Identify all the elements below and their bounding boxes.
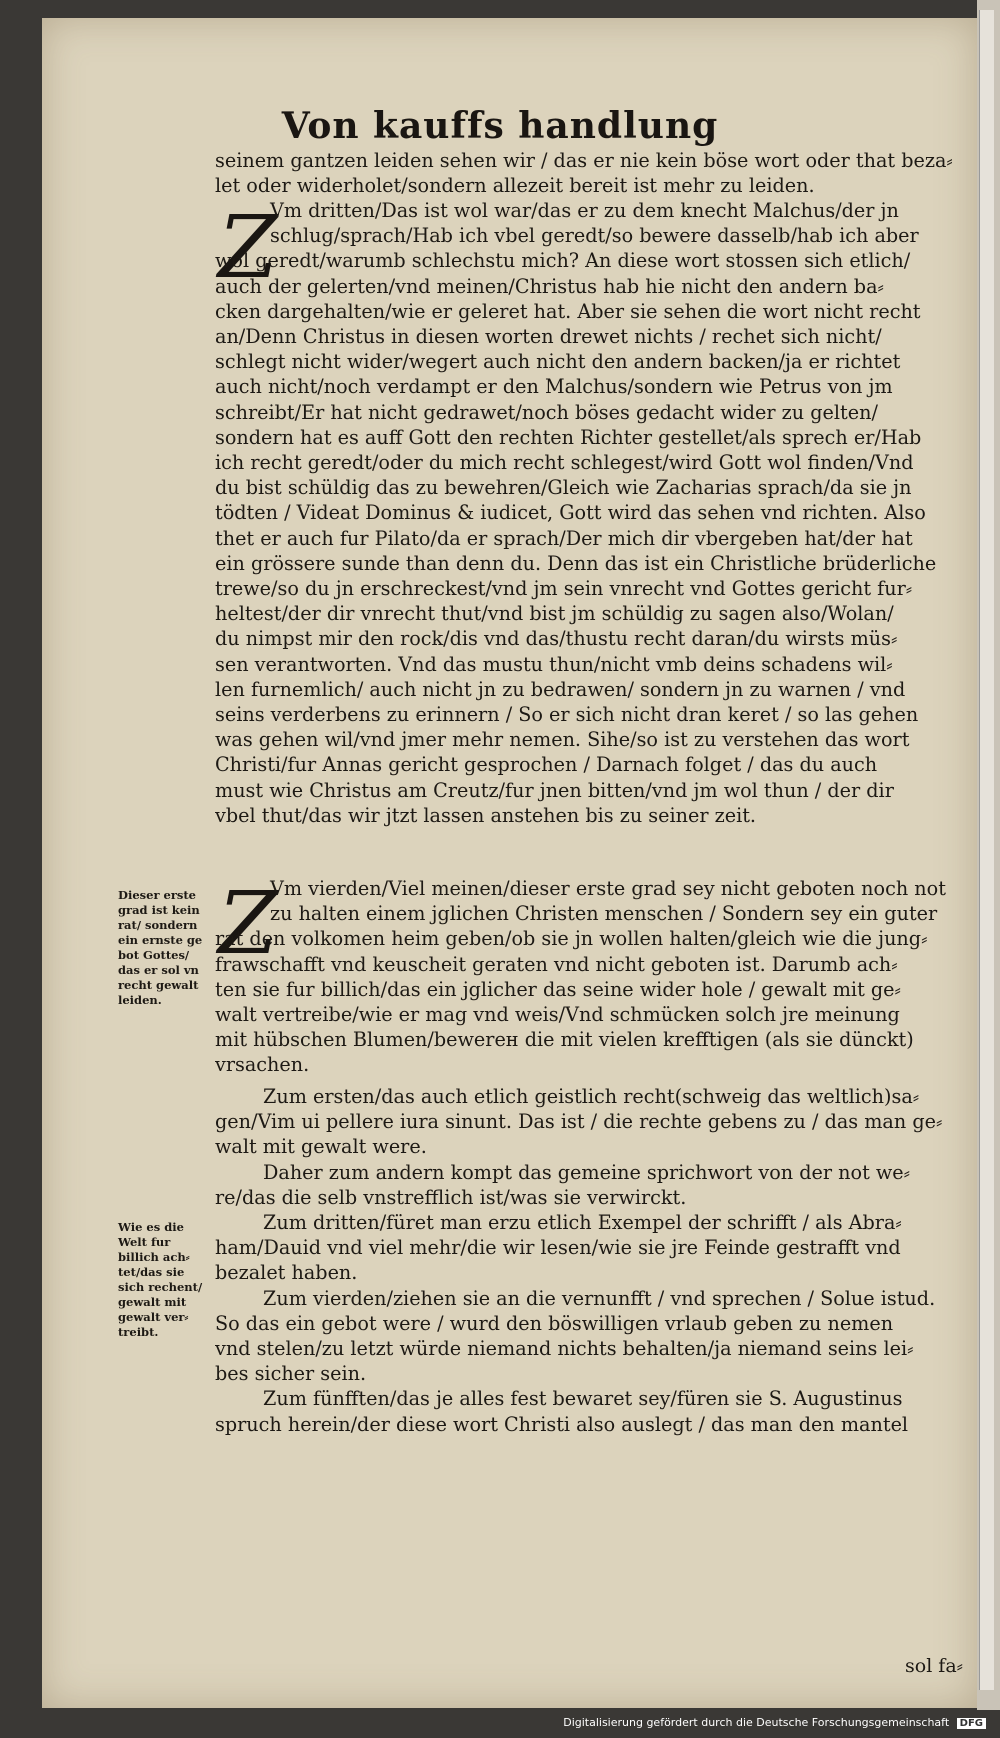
text-line: Zum dritten/füret man erzu etlich Exempel der schrifft / als Abra⸗	[263, 1211, 902, 1235]
text-line: Christi/fur Annas gericht gesprochen / Darnach folget / das du auch	[215, 753, 878, 777]
dfg-logo: DFG	[957, 1718, 986, 1729]
text-line: must wie Christus am Creutz/fur jnen bitten/vnd jm wol thun / der dir	[215, 778, 894, 802]
text-line: bes sicher sein.	[215, 1362, 367, 1386]
text-line: du bist schüldig das zu bewehren/Gleich wie Zacharias sprach/da sie jn	[215, 476, 912, 500]
text-line: auch der gelerten/vnd meinen/Christus hab hie nicht den andern ba⸗	[215, 274, 884, 298]
text-line: auch nicht/noch verdampt er den Malchus/sondern wie Petrus von jm	[215, 375, 893, 399]
text-line: billich ach⸗	[118, 1250, 190, 1264]
text-line: Zum ersten/das auch etlich geistlich recht(schweig das weltlich)sa⸗	[263, 1085, 920, 1108]
text-line: heltest/der dir vnrecht thut/vnd bist jm schüldig zu sagen also/Wolan/	[215, 602, 894, 626]
reasons-list	[215, 1084, 975, 1437]
catchword: sol fa⸗	[905, 1655, 963, 1677]
text-line: cken dargehalten/wie er geleret hat. Aber sie sehen die wort nicht recht	[215, 299, 921, 323]
margin-note-1	[118, 888, 218, 1008]
text-line: ein grössere sunde than denn du. Denn das ist ein Christliche brüderliche	[215, 551, 937, 575]
margin-note-2	[118, 1220, 218, 1340]
text-line: len furnemlich/ auch nicht jn zu bedrawen/ sondern jn zu warnen / vnd	[215, 677, 906, 701]
scan-edge	[977, 0, 1000, 1710]
text-line: wol geredt/warumb schlechstu mich? An diese wort stossen sich etlich/	[215, 249, 911, 273]
text-line: gewalt ver⸗	[118, 1310, 189, 1324]
text-line: seins verderbens zu erinnern / So er sich nicht dran keret / so las gehen	[215, 703, 919, 727]
text-line: schlegt nicht wider/wegert auch nicht den andern backen/ja er richtet	[215, 350, 901, 374]
text-line: tödten / Videat Dominus & iudicet, Gott wird das sehen vnd richten. Also	[215, 501, 926, 525]
text-line: ten sie fur billich/das ein jglicher das seine wider hole / gewalt mit ge⸗	[215, 977, 901, 1001]
text-line: ham/Dauid vnd viel mehr/die wir lesen/wie sie jre Feinde gestrafft vnd	[215, 1236, 901, 1260]
text-line: Zum vierden/ziehen sie an die vernunfft / vnd sprechen / Solue istud.	[263, 1286, 936, 1310]
text-line: Vm dritten/Das ist wol war/das er zu dem knecht Malchus/der jn	[270, 199, 899, 222]
text-line: rat/ sondern	[118, 918, 198, 932]
text-line: trewe/so du jn erschreckest/vnd jm sein vnrecht vnd Gottes gericht fur⸗	[215, 577, 913, 601]
text-line: schreibt/Er hat nicht gedrawet/noch böses gedacht wider zu gelten/	[215, 400, 878, 424]
section4-paragraph	[215, 876, 975, 1078]
page-heading: Von kauffs handlung	[281, 105, 719, 147]
text-line: walt vertreibe/wie er mag vnd weis/Vnd schmücken solch jre meinung	[215, 1003, 900, 1027]
digitization-footer	[563, 1716, 986, 1729]
text-line: tet/das sie	[118, 1265, 185, 1279]
text-line: schlug/sprach/Hab ich vbel geredt/so bewere dasselb/hab ich aber	[270, 224, 919, 248]
text-line: was gehen wil/vnd jmer mehr nemen. Sihe/so ist zu verstehen das wort	[215, 728, 910, 752]
text-line: treibt.	[118, 1325, 159, 1339]
text-line: spruch herein/der diese wort Christi also auslegt / das man den mantel	[215, 1412, 909, 1436]
text-line: frawschafft vnd keuscheit geraten vnd nicht geboten ist. Darumb ach⸗	[215, 952, 898, 976]
text-line: bot Gottes/	[118, 948, 190, 962]
text-line: re/das die selb vnstrefflich ist/was sie verwirckt.	[215, 1185, 687, 1209]
text-line: seinem gantzen leiden sehen wir / das er nie kein böse wort oder that beza⸗	[215, 149, 953, 172]
text-line: Daher zum andern kompt das gemeine sprichwort von der not we⸗	[263, 1160, 911, 1184]
text-line: zu halten einem jglichen Christen menschen / Sondern sey ein guter	[270, 902, 938, 926]
text-line: ein ernste ge	[118, 933, 203, 947]
footer-text: Digitalisierung gefördert durch die Deutsche Forschungsgemeinschaft	[563, 1716, 950, 1729]
text-line: leiden.	[118, 993, 162, 1007]
text-line: du nimpst mir den rock/dis vnd das/thustu recht daran/du wirsts müs⸗	[215, 627, 898, 651]
text-line: Zum fünfften/das je alles fest bewaret sey/füren sie S. Augustinus	[263, 1387, 903, 1411]
text-line: sen verantworten. Vnd das mustu thun/nicht vmb deins schadens wil⸗	[215, 652, 893, 676]
text-line: rat den volkomen heim geben/ob sie jn wollen halten/gleich wie die jung⸗	[215, 927, 928, 951]
opening-paragraph	[215, 148, 975, 198]
text-line: mit hübschen Blumen/bewerен die mit vielen krefftigen (als sie dünckt)	[215, 1028, 914, 1052]
text-line: So das ein gebot were / wurd den böswilligen vrlaub geben zu nemen	[215, 1311, 894, 1335]
text-line: vbel thut/das wir jtzt lassen anstehen bis zu seiner zeit.	[215, 803, 757, 827]
text-line: das er sol vn	[118, 963, 199, 977]
text-line: grad ist kein	[118, 903, 200, 917]
dropcap-section4: Z	[218, 874, 278, 974]
text-line: bezalet haben.	[215, 1261, 358, 1285]
text-line: sondern hat es auff Gott den rechten Richter gestellet/als sprech er/Hab	[215, 425, 922, 449]
section3-paragraph	[215, 198, 975, 828]
text-line: walt mit gewalt were.	[215, 1135, 427, 1159]
text-line: Welt fur	[118, 1235, 171, 1249]
text-line: let oder widerholet/sondern allezeit bereit ist mehr zu leiden.	[215, 174, 815, 198]
text-line: Dieser erste	[118, 888, 196, 902]
text-line: gen/Vim ui pellere iura sinunt. Das ist / die rechte gebens zu / das man ge⸗	[215, 1110, 943, 1134]
text-line: ich recht geredt/oder du mich recht schlegest/wird Gott wol finden/Vnd	[215, 451, 914, 475]
text-line: gewalt mit	[118, 1295, 187, 1309]
text-line: Vm vierden/Viel meinen/dieser erste grad sey nicht geboten noch not	[270, 877, 946, 900]
text-line: vnd stelen/zu letzt würde niemand nichts behalten/ja niemand seins lei⸗	[215, 1337, 914, 1361]
text-line: an/Denn Christus in diesen worten drewet nichts / rechet sich nicht/	[215, 325, 882, 349]
text-line: Wie es die	[118, 1220, 184, 1234]
text-line: vrsachen.	[215, 1053, 310, 1077]
text-line: recht gewalt	[118, 978, 199, 992]
text-line: sich rechent/	[118, 1280, 203, 1294]
dropcap-section3: Z	[218, 198, 278, 298]
text-line: thet er auch fur Pilato/da er sprach/Der mich dir vbergeben hat/der hat	[215, 526, 913, 550]
